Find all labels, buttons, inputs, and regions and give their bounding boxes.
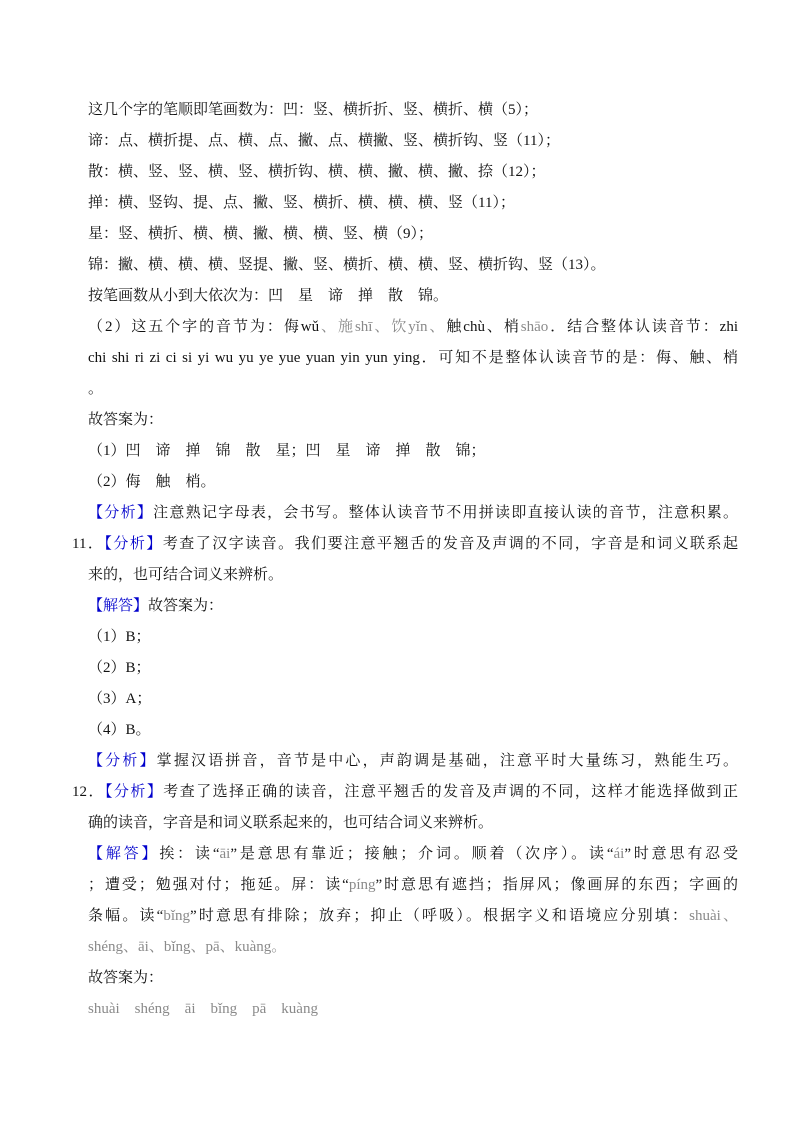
text-line [88, 622, 738, 653]
text-line [88, 374, 738, 405]
document-lines [72, 95, 738, 1025]
text-line [88, 994, 738, 1025]
text-line [88, 653, 738, 684]
text-line [88, 312, 738, 343]
text-segment: 考查了选择正确的读音，注意平翘舌的发音及声调的不同，这样才能选择做到正 [163, 784, 738, 800]
text-segment: 触chù、梢 [446, 319, 521, 335]
text-segment: ”时意思有忍受 [624, 846, 738, 862]
text-segment: （1）凹 谛 掸 锦 散 星；凹 星 谛 掸 散 锦； [88, 443, 486, 459]
text-segment: ”是意思有靠近；接触；介词。顺着（次序）。读“ [230, 846, 614, 862]
text-segment: （2）B； [88, 660, 151, 676]
pinyin-text: bǐng [163, 908, 190, 924]
text-line [88, 839, 738, 870]
text-segment: 谛：点、横折提、点、横、点、撇、点、横撇、竖、横折钩、竖（11）； [88, 133, 560, 149]
text-segment: 掸：横、竖钩、提、点、撇、竖、横折、横、横、横、竖（11）； [88, 195, 515, 211]
text-segment: 来的，也可结合词义来辨析。 [88, 567, 284, 583]
text-line [88, 591, 738, 622]
text-line [72, 777, 738, 808]
text-segment: 散：横、竖、竖、横、竖、横折钩、横、横、撇、横、撇、捺（12）； [88, 164, 546, 180]
pinyin-text: píng [348, 877, 376, 893]
text-line [88, 436, 738, 467]
pinyin-text: shuài shéng āi bǐng pā kuàng [88, 1001, 318, 1017]
text-segment: 。 [88, 381, 104, 397]
text-line [88, 157, 738, 188]
text-line [88, 343, 738, 374]
text-segment: ”时意思有排除；放弃；抑止（呼吸）。根据字义和语境应分别填： [190, 908, 690, 924]
text-segment: chi shi ri zi ci si yi wu yu ye yue yuan yin yun ying．可知不是整体认读音节的是：侮、触、梢 [88, 350, 738, 366]
item-number: 11． [72, 536, 105, 552]
section-label: 【解答】 [88, 598, 149, 614]
text-line [88, 281, 738, 312]
text-segment: 掌握汉语拼音，音节是中心，声韵调是基础，注意平时大量练习，熟能生巧。 [156, 753, 738, 769]
section-label: 【解答】 [88, 846, 160, 862]
pinyin-text: ái [613, 846, 625, 862]
text-segment: ”时意思有遮挡；指屏风；像画屏的东西；字画的 [375, 877, 738, 893]
section-label: 【分析】 [88, 505, 154, 521]
text-line [88, 405, 738, 436]
text-line [88, 467, 738, 498]
text-segment: （3）A； [88, 691, 152, 707]
text-line [88, 715, 738, 746]
pinyin-text: āi [219, 846, 231, 862]
text-segment: （2）这五个字的音节为：侮wǔ [88, 319, 320, 335]
text-segment: 星：竖、横折、横、横、撇、横、横、竖、横（9）； [88, 226, 434, 242]
text-segment: 确的读音，字音是和词义联系起来的，也可结合词义来辨析。 [88, 815, 494, 831]
text-line [88, 901, 738, 932]
text-segment: 条幅。读“ [88, 908, 164, 924]
text-segment: （4）B。 [88, 722, 151, 738]
text-segment: 这几个字的笔顺即笔画数为：凹：竖、横折折、竖、横折、横（5）； [88, 102, 539, 118]
text-line [88, 250, 738, 281]
text-segment: 故答案为： [88, 412, 164, 428]
section-label: 【分析】 [104, 536, 163, 552]
text-segment: 挨：读“ [159, 846, 220, 862]
text-segment: ．结合整体认读音节：zhi [548, 319, 738, 335]
text-line [88, 932, 738, 963]
text-segment: 考查了汉字读音。我们要注意平翘舌的发音及声调的不同，字音是和词义联系起 [162, 536, 738, 552]
text-segment: 按笔画数从小到大依次为：凹 星 谛 掸 散 锦。 [88, 288, 449, 304]
text-line [88, 870, 738, 901]
pinyin-text: shéng、āi、bǐng、pā、kuàng。 [88, 939, 287, 955]
text-line [72, 529, 738, 560]
pinyin-text: 、施shī、饮yǐn、 [319, 319, 447, 335]
text-line [88, 188, 738, 219]
text-line [88, 560, 738, 591]
text-line [88, 219, 738, 250]
text-segment: 锦：撇、横、横、横、竖提、撇、竖、横折、横、横、竖、横折钩、竖（13）。 [88, 257, 606, 273]
text-segment: （2）侮 触 梢。 [88, 474, 216, 490]
text-line [88, 963, 738, 994]
text-segment: （1）B； [88, 629, 151, 645]
item-number: 12． [72, 784, 105, 800]
pinyin-text: shuài、 [689, 908, 738, 924]
text-segment: 故答案为： [88, 970, 164, 986]
text-line [88, 808, 738, 839]
pinyin-text: shāo [520, 319, 549, 335]
text-segment: 故答案为： [148, 598, 224, 614]
text-line [88, 498, 738, 529]
text-line [88, 95, 738, 126]
text-line [88, 126, 738, 157]
text-line [88, 746, 738, 777]
text-line [88, 684, 738, 715]
section-label: 【分析】 [104, 784, 164, 800]
section-label: 【分析】 [88, 753, 157, 769]
text-segment: ；遭受；勉强对付；拖延。屏：读“ [88, 877, 349, 893]
text-segment: 注意熟记字母表，会书写。整体认读音节不用拼读即直接认读的音节，注意积累。 [153, 505, 738, 521]
